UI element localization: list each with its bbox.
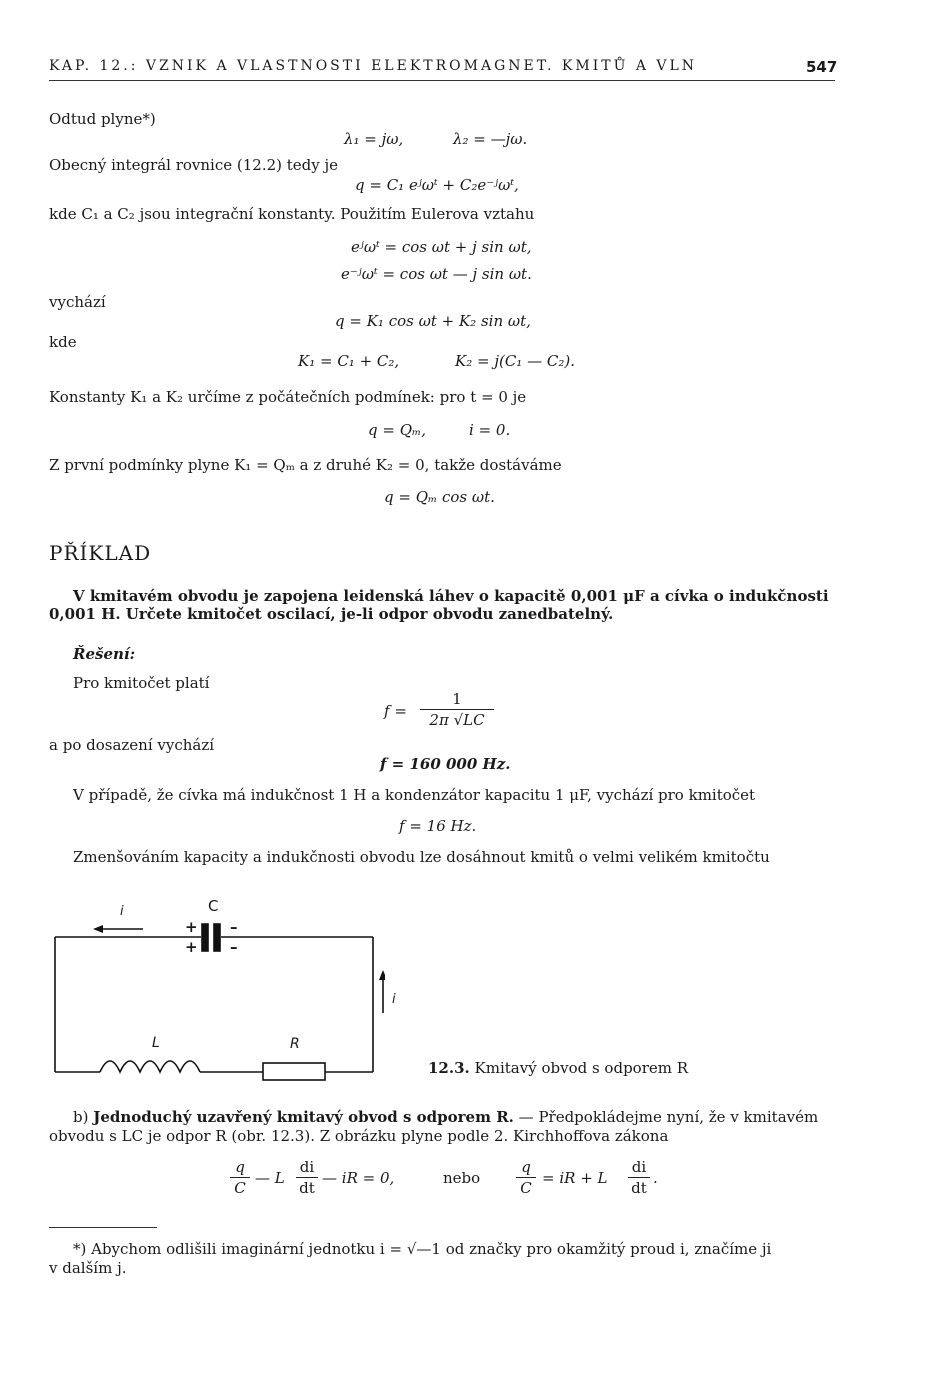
- denominator: C: [234, 1179, 246, 1197]
- paragraph: Z první podmínky plyne K₁ = Qₘ a z druhé K₂ = 0, takže dostáváme: [49, 456, 562, 474]
- footnote-line-2: v dalším j.: [49, 1259, 127, 1277]
- paragraph: a po dosazení vychází: [49, 736, 215, 754]
- section-b-line-1: [73, 1108, 818, 1126]
- section-b-rest: — Předpokládejme nyní, že v kmitavém: [518, 1108, 819, 1126]
- label-inductor: L: [152, 1035, 160, 1051]
- header-rule: [49, 80, 835, 81]
- section-heading: PŘÍKLAD: [49, 541, 152, 565]
- equation-final: q = Qₘ cos ωt.: [384, 488, 495, 506]
- fraction-bar: [420, 709, 494, 710]
- fraction-bar: [296, 1177, 318, 1178]
- label-plus-top: +: [185, 918, 198, 936]
- example-line-1: V kmitavém obvodu je zapojena leidenská láhev o kapacitě 0,001 μF a cívka o indukčnosti: [73, 587, 829, 605]
- label-i-right: i: [392, 992, 396, 1007]
- section-b-line-2: obvodu s LC je odpor R (obr. 12.3). Z obrázku plyne podle 2. Kirchhoffova zákona: [49, 1127, 669, 1145]
- kirchhoff-or: nebo: [443, 1169, 481, 1187]
- equation-lambda1: λ₁ = jω,: [344, 130, 404, 148]
- label-i-top: i: [120, 904, 124, 919]
- equation-q-cos-sin: q = K₁ cos ωt + K₂ sin ωt,: [335, 312, 531, 330]
- footnote-rule: [49, 1227, 157, 1228]
- paragraph: kde: [49, 333, 77, 351]
- paragraph: Zmenšováním kapacity a indukčnosti obvodu lze dosáhnout kmitů o velmi velikém kmitočtu: [73, 848, 770, 866]
- equation-lambda2: λ₂ = —jω.: [453, 130, 528, 148]
- equation-general-integral: q = C₁ eʲωᵗ + C₂e⁻ʲωᵗ,: [355, 176, 519, 194]
- capacitor-plate-left: [202, 924, 208, 951]
- kirchhoff-b-end: .: [653, 1169, 658, 1187]
- equation-f-fraction: [420, 690, 494, 729]
- footnote-line-1: *) Abychom odlišili imaginární jednotku i = √—1 od značky pro okamžitý proud i, značíme ji: [73, 1240, 772, 1258]
- current-arrow-right-head: [379, 970, 385, 980]
- kirchhoff-a-mid: — L: [255, 1169, 285, 1187]
- kirchhoff-a-fraction-2: [296, 1158, 318, 1197]
- kirchhoff-a-end: — iR = 0,: [322, 1169, 395, 1187]
- fraction-bar: [516, 1177, 536, 1178]
- label-resistor: R: [290, 1036, 300, 1052]
- numerator: q: [521, 1158, 531, 1176]
- fraction-bar: [628, 1177, 650, 1178]
- kirchhoff-b-fraction-2: [628, 1158, 650, 1197]
- equation-euler-1: eʲωᵗ = cos ωt + j sin ωt,: [351, 238, 532, 256]
- equation-f-lhs: f =: [384, 702, 407, 720]
- paragraph: V případě, že cívka má indukčnost 1 H a kondenzátor kapacitu 1 μF, vychází pro kmitočet: [73, 786, 756, 804]
- equation-f-value: f = 160 000 Hz.: [380, 755, 511, 773]
- paragraph: Obecný integrál rovnice (12.2) tedy je: [49, 156, 339, 174]
- kirchhoff-b-fraction-1: [516, 1158, 536, 1197]
- paragraph: vychází: [49, 293, 106, 311]
- paragraph: Odtud plyne*): [49, 110, 156, 128]
- paragraph: Konstanty K₁ a K₂ určíme z počátečních podmínek: pro t = 0 je: [49, 388, 527, 406]
- denominator: dt: [299, 1179, 315, 1197]
- fraction-numerator: 1: [452, 690, 462, 708]
- kirchhoff-a-fraction-1: [230, 1158, 250, 1197]
- page-number: 547: [806, 58, 838, 76]
- label-plus-bottom: +: [185, 938, 198, 956]
- numerator: di: [631, 1158, 647, 1176]
- denominator: dt: [631, 1179, 647, 1197]
- equation-euler-2: e⁻ʲωᵗ = cos ωt — j sin ωt.: [341, 265, 532, 283]
- running-header: KAP. 12.: VZNIK A VLASTNOSTI ELEKTROMAGNET. KMITŮ A VLN: [49, 58, 698, 74]
- example-line-2: 0,001 H. Určete kmitočet oscilací, je-li odpor obvodu zanedbatelný.: [49, 605, 614, 623]
- current-arrow-top-head: [93, 925, 103, 933]
- circuit-diagram: [45, 895, 385, 1085]
- equation-k2: K₂ = j(C₁ — C₂).: [455, 352, 575, 370]
- equation-f-value-2: f = 16 Hz.: [399, 817, 477, 835]
- label-minus-bottom: –: [230, 938, 238, 956]
- numerator: q: [235, 1158, 245, 1176]
- equation-initial-i: i = 0.: [469, 421, 511, 439]
- label-capacitor: C: [208, 897, 219, 915]
- paragraph: Pro kmitočet platí: [73, 674, 210, 692]
- kirchhoff-b-mid: = iR + L: [542, 1169, 608, 1187]
- equation-k1: K₁ = C₁ + C₂,: [298, 352, 400, 370]
- inductor-coil: [100, 1061, 200, 1072]
- capacitor-plate-right: [214, 924, 220, 951]
- section-b-label: b): [73, 1108, 89, 1126]
- equation-initial-q: q = Qₘ,: [368, 421, 426, 439]
- paragraph: kde C₁ a C₂ jsou integrační konstanty. Použitím Eulerova vztahu: [49, 205, 535, 223]
- fraction-denominator: 2π √LC: [429, 711, 485, 729]
- denominator: C: [520, 1179, 532, 1197]
- resistor-body: [263, 1063, 325, 1080]
- figure-caption-text: Kmitavý obvod s odporem R: [474, 1059, 689, 1077]
- section-b-title: Jednoduchý uzavřený kmitavý obvod s odporem R.: [93, 1108, 514, 1126]
- solution-label: Řešení:: [73, 645, 136, 663]
- figure-number: 12.3.: [428, 1059, 470, 1077]
- label-minus-top: –: [230, 918, 238, 936]
- fraction-bar: [230, 1177, 250, 1178]
- numerator: di: [299, 1158, 315, 1176]
- figure-caption: [428, 1059, 688, 1077]
